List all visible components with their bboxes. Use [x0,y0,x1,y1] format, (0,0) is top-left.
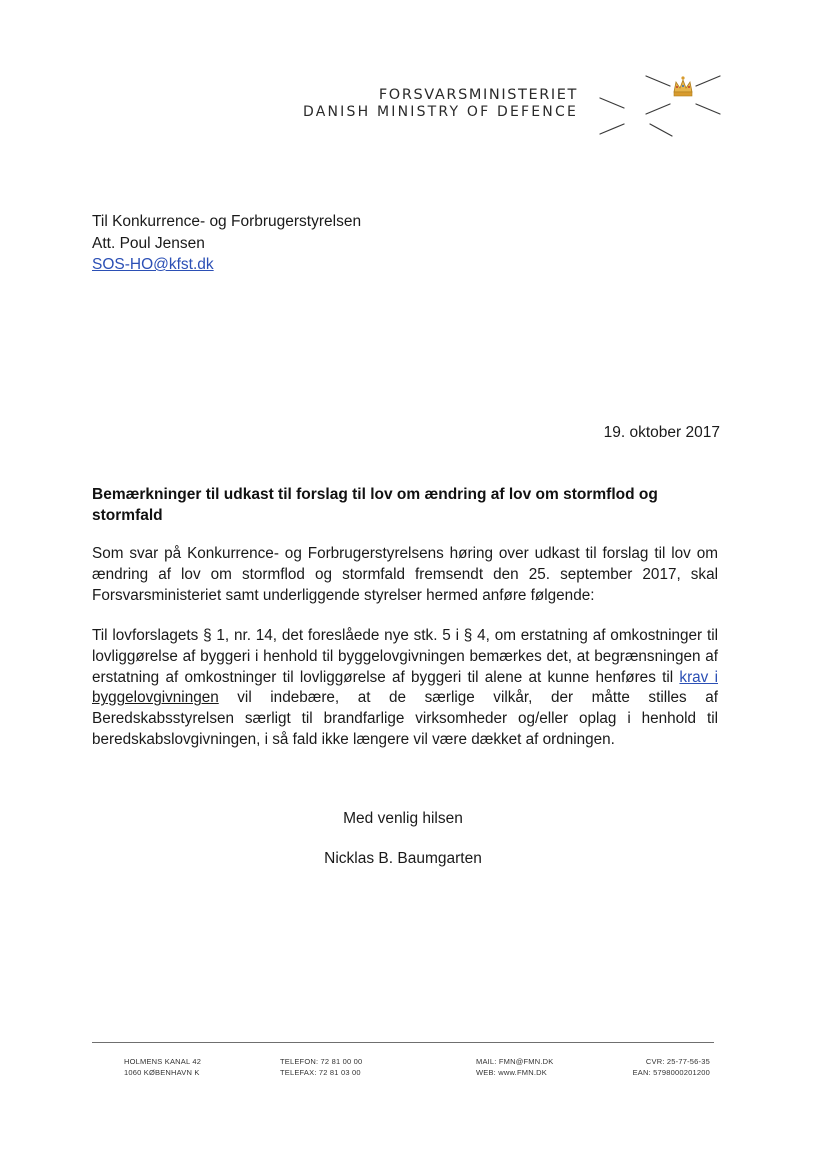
letter-date: 19. oktober 2017 [603,424,720,441]
signatory-name: Nicklas B. Baumgarten [324,850,482,867]
recipient-block [92,211,361,276]
footer-address [124,1056,201,1078]
footer-address-line2: 1060 KØBENHAVN K [124,1068,200,1077]
org-name-english: DANISH MINISTRY OF DEFENCE [303,104,578,120]
paragraph-2-link-part1[interactable]: krav i [679,668,718,686]
recipient-organization: Til Konkurrence- og Forbrugerstyrelsen [92,213,362,230]
paragraph-2-text-before: Til lovforslagets § 1, nr. 14, det foreslåede nye stk. 5 i § 4, om erstatning af omkostninger til lovliggørelse af byggeri i henhold til byggelovgivningen bemærkes det, at begrænsningen af erstatning af omkostninger til lovliggørelse af byggeri til alene at kunne henføres til [92,627,718,686]
paragraph-2-text-after: vil indebære, at de særlige vilkår, der måtte stilles af Beredskabsstyrelsen særligt til brandfarlige virksomheder og/eller oplag i henhold til beredskabslovgivningen, i så fald ikke længere vil være dækket af ordningen. [92,689,718,748]
recipient-email-link[interactable]: SOS-HO@kfst.dk [92,256,214,273]
footer-mail: MAIL: FMN@FMN.DK [476,1057,554,1066]
footer-cvr: CVR: 25-77-56-35 [645,1057,710,1066]
letterhead [0,0,828,160]
footer-phone [280,1056,362,1078]
footer-web: WEB: www.FMN.DK [476,1068,547,1077]
crown-icon [596,70,726,142]
recipient-attention: Att. Poul Jensen [92,234,205,252]
crown-shape [674,76,692,96]
footer-telefax: TELEFAX: 72 81 03 00 [280,1068,361,1077]
footer-identifiers [633,1056,710,1078]
paragraph-2-link-part2[interactable]: byggelovgivningen [92,689,219,707]
footer-ean: EAN: 5798000201200 [632,1068,710,1077]
body-paragraph-1: Som svar på Konkurrence- og Forbrugerstyrelsens høring over udkast til forslag til lov om ændring af lov om stormflod og stormfald fremsendt den 25. september 2017, skal Forsvarsministeriet samt underliggende styrelser hermed anføre følgende: [92,545,718,604]
footer-contact [476,1056,553,1078]
body-paragraph-2 [92,626,718,751]
footer-telephone: TELEFON: 72 81 00 00 [280,1057,363,1066]
closing-greeting: Med venlig hilsen [343,810,463,827]
footer-divider [92,1042,714,1043]
footer-address-line1: HOLMENS KANAL 42 [124,1057,202,1066]
letter-subject: Bemærkninger til udkast til forslag til lov om ændring af lov om stormflod og stormfald [92,486,658,524]
org-name-danish: FORSVARSMINISTERIET [378,87,578,103]
